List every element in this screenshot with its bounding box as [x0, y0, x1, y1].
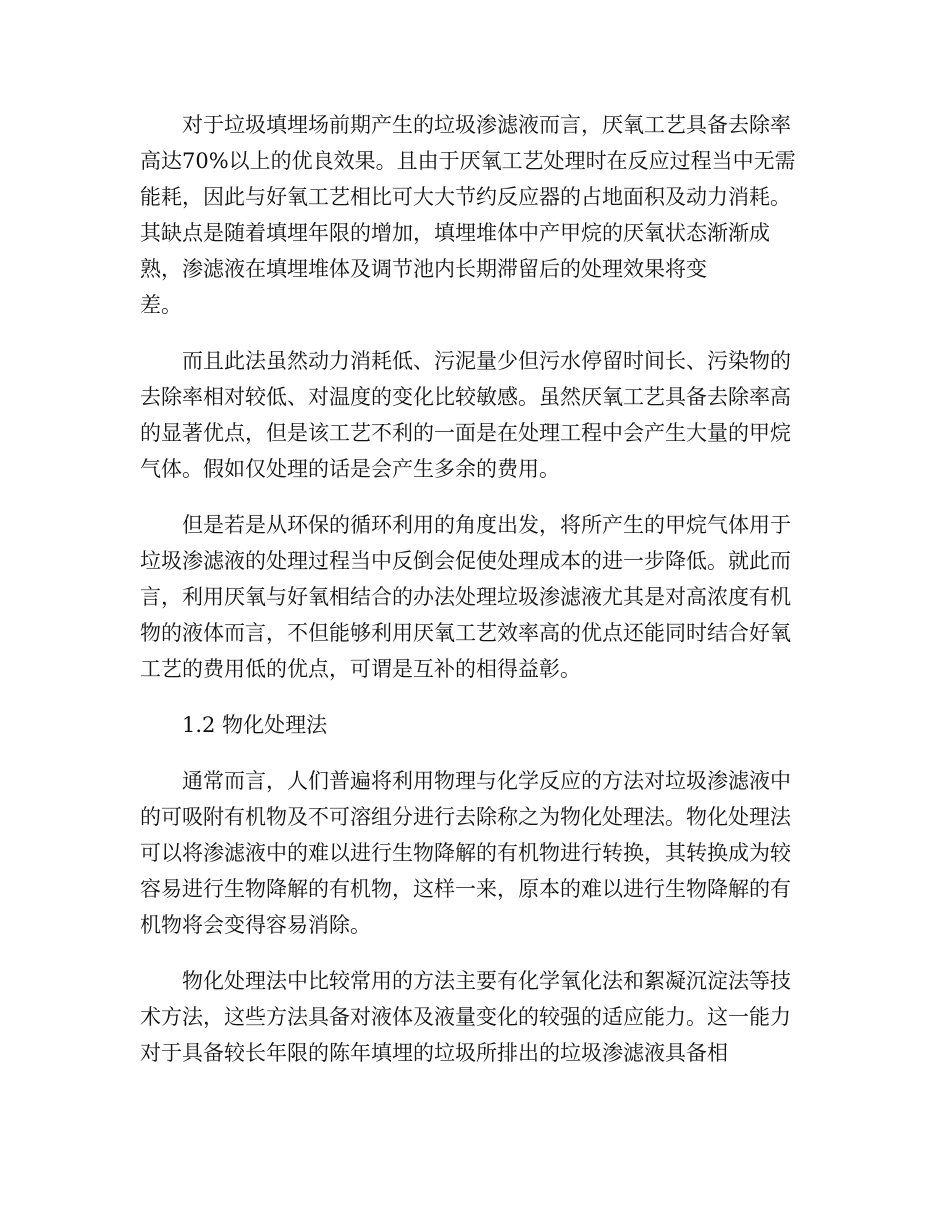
paragraph-physicochemical-definition: 通常而言，人们普遍将利用物理与化学反应的方法对垃圾渗滤液中的可吸附有机物及不可溶组分进行去除称之为物化处理法。物化处理法可以将渗滤液中的难以进行生物降解的有机物进行转换，其转换成为较容易进行生物降解的有机物，这样一来，原本的难以进行生物降解的有机物将会变得容易消除。 — [140, 769, 791, 937]
document-body — [140, 107, 810, 1091]
paragraph-anaerobic-drawbacks: 而且此法虽然动力消耗低、污泥量少但污水停留时间长、污染物的去除率相对较低、对温度的变化比较敏感。虽然厌氧工艺具备去除率高的显著优点，但是该工艺不利的一面是在处理工程中会产生大量的甲烷气体。假如仅处理的话是会产生多余的费用。 — [140, 349, 791, 481]
section-heading: 1.2 物化处理法 — [182, 713, 328, 737]
paragraph-combined-process: 但是若是从环保的循环利用的角度出发，将所产生的甲烷气体用于垃圾渗滤液的处理过程当中反倒会促使处理成本的进一步降低。就此而言，利用厌氧与好氧相结合的办法处理垃圾渗滤液尤其是对高浓度有机物的液体而言，不但能够利用厌氧工艺效率高的优点还能同时结合好氧工艺的费用低的优点，可谓是互补的相得益彰。 — [140, 513, 791, 681]
paragraph-physicochemical-methods: 物化处理法中比较常用的方法主要有化学氧化法和絮凝沉淀法等技术方法，这些方法具备对液体及液量变化的较强的适应能力。这一能力对于具备较长年限的陈年填埋的垃圾所排出的垃圾渗滤液具备相 — [140, 969, 791, 1065]
paragraph-anaerobic-advantages: 对于垃圾填埋场前期产生的垃圾渗滤液而言，厌氧工艺具备去除率高达70%以上的优良效果。且由于厌氧工艺处理时在反应过程当中无需能耗，因此与好氧工艺相比可大大节约反应器的占地面积及动力消耗。其缺点是随着填埋年限的增加，填埋堆体中产甲烷的厌氧状态渐渐成熟，渗滤液在填埋堆体及调节池内长期滞留后的处理效果将变 差。 — [140, 113, 796, 317]
